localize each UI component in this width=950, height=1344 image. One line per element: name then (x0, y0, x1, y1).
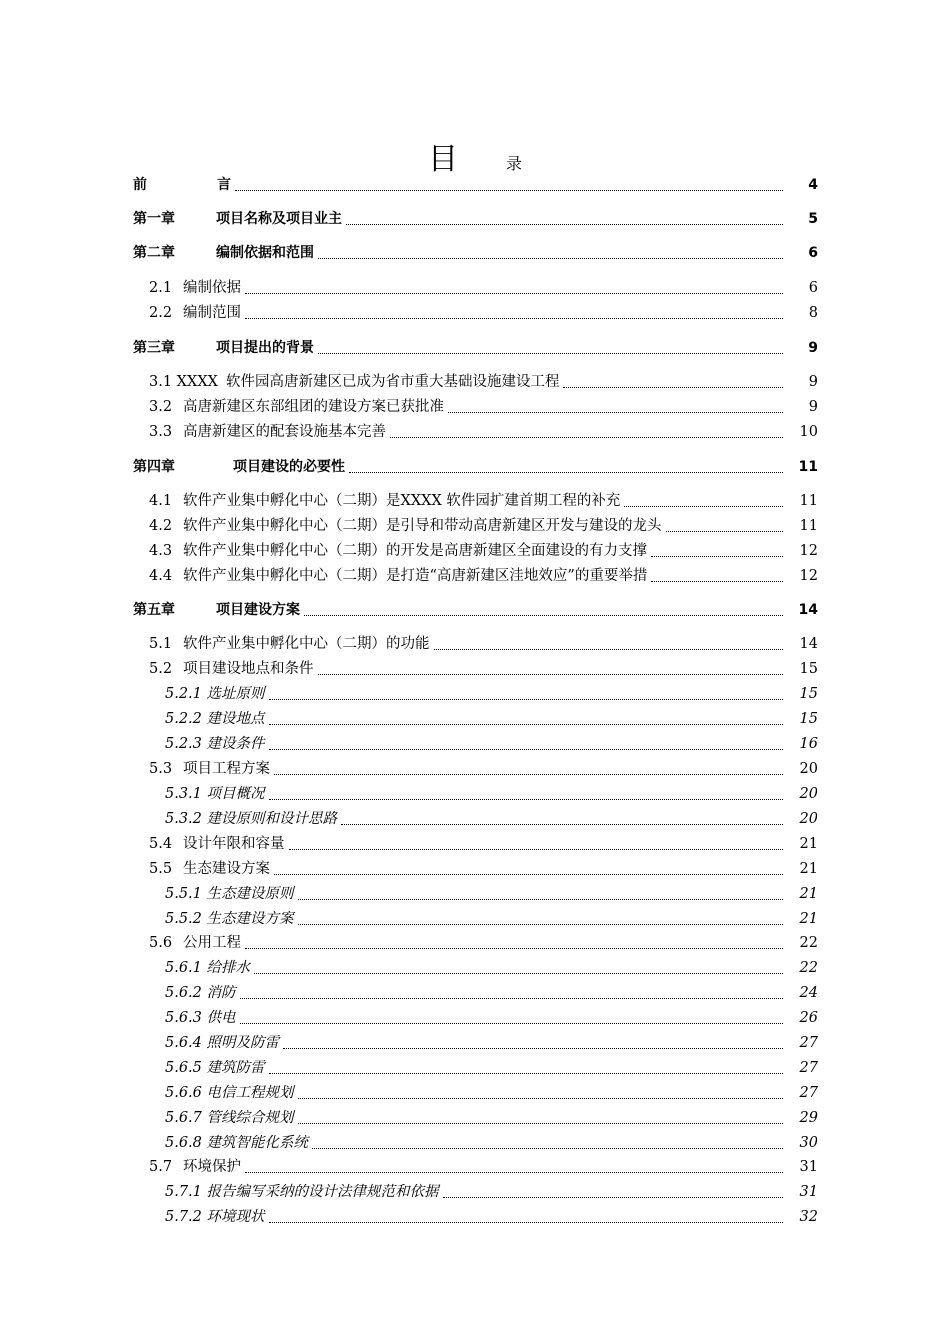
dot-leader (624, 506, 783, 507)
toc-entry-line (165, 783, 787, 805)
toc-section-number: 4.1 (149, 493, 173, 509)
dot-leader (269, 724, 783, 725)
toc-page-number: 30 (799, 1135, 818, 1151)
dot-leader (269, 1073, 783, 1074)
toc-entry[interactable] (0, 1132, 950, 1154)
toc-entry-line (133, 242, 787, 264)
toc-entry[interactable] (0, 1181, 950, 1203)
toc-entry-text: 5.3.1 项目概况 (165, 786, 265, 802)
toc-entry[interactable] (0, 908, 950, 930)
dot-leader (318, 353, 783, 354)
toc-entry[interactable] (0, 490, 950, 512)
dot-leader (269, 699, 783, 700)
toc-entry-line (165, 957, 787, 979)
toc-entry[interactable] (0, 174, 950, 196)
dot-leader (269, 749, 783, 750)
dot-leader (240, 1023, 783, 1024)
toc-entry[interactable] (0, 982, 950, 1004)
toc-section-number: 2.1 (149, 280, 173, 296)
toc-entry-line (149, 540, 787, 562)
toc-page-number: 14 (798, 602, 818, 618)
dot-leader (274, 874, 783, 875)
toc-entry-text: 编制范围 (183, 305, 241, 321)
toc-section-number: 5.5 (149, 861, 173, 877)
toc-entry[interactable] (0, 1107, 950, 1129)
toc-chapter-number: 第五章 (133, 602, 175, 618)
toc-section-number: 4.3 (149, 543, 173, 559)
toc-section-number: 5.4 (149, 836, 173, 852)
dot-leader (235, 190, 783, 191)
toc-page-number: 27 (799, 1085, 818, 1101)
toc-page-number: 27 (799, 1060, 818, 1076)
toc-entry-text: 5.2.1 选址原则 (165, 686, 265, 702)
toc-entry[interactable] (0, 932, 950, 954)
toc-entry-line (149, 515, 787, 537)
toc-page-number: 20 (799, 761, 818, 777)
toc-page-number: 20 (799, 811, 818, 827)
toc-page-number: 6 (808, 280, 818, 296)
toc-entry[interactable] (0, 708, 950, 730)
toc-entry-text: 软件产业集中孵化中心（二期）的开发是高唐新建区全面建设的有力支撑 (183, 543, 647, 559)
toc-page-number: 9 (808, 340, 818, 356)
toc-entry-line (165, 1107, 787, 1129)
dot-leader (312, 1148, 783, 1149)
toc-entry-line (133, 456, 787, 478)
toc-entry-line (133, 337, 787, 359)
dot-leader (651, 581, 783, 582)
toc-section-number: 4.2 (149, 518, 173, 534)
toc-chapter-number: 第一章 (133, 211, 175, 227)
toc-section-number: 5.2 (149, 661, 173, 677)
toc-entry[interactable] (0, 208, 950, 230)
dot-leader (318, 258, 783, 259)
toc-entry-line (149, 277, 787, 299)
toc-entry-text: 5.2.3 建设条件 (165, 736, 265, 752)
toc-page-number: 21 (799, 886, 818, 902)
toc-page-number: 21 (799, 861, 818, 877)
toc-entry-text: 5.6.5 建筑防雷 (165, 1060, 265, 1076)
toc-chapter-number: 前 (133, 177, 147, 193)
toc-entry-line (165, 808, 787, 830)
toc-entry-text: 5.6.1 给排水 (165, 960, 251, 976)
toc-page-number: 20 (799, 786, 818, 802)
toc-page-number: 31 (799, 1184, 818, 1200)
toc-entry-line (165, 683, 787, 705)
toc-entry-text: 5.3.2 建设原则和设计思路 (165, 811, 338, 827)
toc-page-number: 22 (799, 935, 818, 951)
toc-entry-text: 项目名称及项目业主 (216, 211, 342, 227)
toc-page-number: 31 (799, 1159, 818, 1175)
dot-leader (274, 774, 783, 775)
dot-leader (269, 1222, 783, 1223)
toc-entry[interactable] (0, 421, 950, 443)
toc-entry-line (165, 1181, 787, 1203)
toc-section-number: 5.6 (149, 935, 173, 951)
toc-entry-line (149, 396, 787, 418)
toc-entry-text: 项目工程方案 (183, 761, 270, 777)
dot-leader (448, 412, 783, 413)
dot-leader (298, 899, 783, 900)
toc-page-number: 9 (808, 374, 818, 390)
toc-entry[interactable] (0, 277, 950, 299)
dot-leader (666, 531, 784, 532)
toc-entry-text: 编制依据和范围 (216, 245, 314, 261)
toc-entry-line (165, 1057, 787, 1079)
toc-entry[interactable] (0, 883, 950, 905)
toc-entry[interactable] (0, 1057, 950, 1079)
toc-entry[interactable] (0, 396, 950, 418)
toc-entry[interactable] (0, 957, 950, 979)
toc-section-number: 5.1 (149, 636, 173, 652)
dot-leader (341, 824, 783, 825)
toc-page-number: 11 (798, 459, 818, 475)
toc-entry-text: 环境保护 (183, 1159, 241, 1175)
dot-leader (346, 224, 783, 225)
toc-section-number: 4.4 (149, 568, 173, 584)
toc-entry-text: 软件产业集中孵化中心（二期）是XXXX 软件园扩建首期工程的补充 (183, 493, 621, 509)
toc-page-number: 21 (799, 911, 818, 927)
toc-entry[interactable] (0, 1206, 950, 1228)
toc-entry-line (133, 174, 787, 196)
toc-entry-line (165, 908, 787, 930)
toc-entry-text: 高唐新建区的配套设施基本完善 (183, 424, 386, 440)
toc-entry-line (165, 883, 787, 905)
dot-leader (245, 293, 783, 294)
toc-section-number: 5.3 (149, 761, 173, 777)
toc-page-number: 12 (799, 543, 818, 559)
toc-entry-line (149, 371, 787, 393)
toc-entry-text: 软件产业集中孵化中心（二期）是打造“高唐新建区洼地效应”的重要举措 (183, 568, 648, 584)
toc-entry-line (149, 932, 787, 954)
toc-entry-line (165, 982, 787, 1004)
dot-leader (283, 1048, 783, 1049)
toc-entry[interactable] (0, 599, 950, 621)
toc-page-number: 8 (808, 305, 818, 321)
toc-entry[interactable] (0, 337, 950, 359)
toc-entry-text: 5.6.7 管线综合规划 (165, 1110, 294, 1126)
toc-entry-text: 5.2.2 建设地点 (165, 711, 265, 727)
toc-page-number: 15 (799, 661, 818, 677)
toc-title-sub: 录 (505, 154, 522, 173)
toc-entry-text: 5.6.2 消防 (165, 985, 236, 1001)
toc-entry-line (165, 1032, 787, 1054)
toc-entry[interactable] (0, 1082, 950, 1104)
toc-entry-line (165, 1206, 787, 1228)
toc-entry-text: 5.7.2 环境现状 (165, 1209, 265, 1225)
toc-page-number: 22 (799, 960, 818, 976)
toc-entry-text: 设计年限和容量 (183, 836, 285, 852)
toc-entry[interactable] (0, 540, 950, 562)
dot-leader (434, 649, 784, 650)
toc-entry-line (149, 1156, 787, 1178)
toc-page-number: 14 (799, 636, 818, 652)
toc-chapter-number: 第三章 (133, 340, 175, 356)
toc-entry-line (133, 599, 787, 621)
toc-page-number: 12 (799, 568, 818, 584)
toc-section-number: 2.2 (149, 305, 173, 321)
toc-entry-text: 5.5.1 生态建设原则 (165, 886, 294, 902)
toc-entry-line (149, 758, 787, 780)
toc-page-number: 6 (808, 245, 818, 261)
toc-entry[interactable] (0, 371, 950, 393)
toc-entry[interactable] (0, 833, 950, 855)
toc-page-number: 10 (799, 424, 818, 440)
toc-entry-text: 5.5.2 生态建设方案 (165, 911, 294, 927)
toc-page-number: 21 (799, 836, 818, 852)
toc-page-number: 27 (799, 1035, 818, 1051)
toc-page-number: 11 (799, 493, 818, 509)
toc-page-number: 24 (799, 985, 818, 1001)
dot-leader (245, 318, 783, 319)
toc-entry-text: 5.6.3 供电 (165, 1010, 236, 1026)
toc-page-number: 15 (799, 686, 818, 702)
toc-entry-line (149, 565, 787, 587)
toc-entry-text: 软件产业集中孵化中心（二期）的功能 (183, 636, 430, 652)
toc-chapter-number: 第四章 (133, 459, 175, 475)
toc-entry[interactable] (0, 658, 950, 680)
toc-page-number: 4 (808, 177, 818, 193)
toc-entry-text: 5.6.4 照明及防雷 (165, 1035, 280, 1051)
toc-entry[interactable] (0, 1007, 950, 1029)
dot-leader (318, 674, 784, 675)
toc-entry-line (149, 421, 787, 443)
toc-entry-text: 项目提出的背景 (216, 340, 314, 356)
toc-entry[interactable] (0, 633, 950, 655)
dot-leader (245, 948, 783, 949)
toc-page-number: 5 (808, 211, 818, 227)
toc-entry-line (165, 1132, 787, 1154)
toc-entry-text: 言 (217, 177, 231, 193)
toc-entry-line (149, 658, 787, 680)
toc-entry-text: 软件园高唐新建区已成为省市重大基础设施建设工程 (225, 374, 560, 390)
toc-entry-text: 公用工程 (183, 935, 241, 951)
toc-entry[interactable] (0, 783, 950, 805)
toc-entry-line (149, 858, 787, 880)
toc-page-number: 16 (799, 736, 818, 752)
dot-leader (269, 799, 783, 800)
toc-entry-line (165, 1082, 787, 1104)
toc-title-main: 目 (427, 142, 458, 177)
toc-page-number: 32 (799, 1209, 818, 1225)
dot-leader (390, 437, 783, 438)
dot-leader (349, 472, 783, 473)
toc-entry-line (165, 1007, 787, 1029)
toc-page-number: 9 (808, 399, 818, 415)
toc-page-number: 29 (799, 1110, 818, 1126)
toc-entry[interactable] (0, 758, 950, 780)
toc-entry-text: 5.7.1 报告编写采纳的设计法律规范和依据 (165, 1184, 439, 1200)
toc-chapter-number: 第二章 (133, 245, 175, 261)
dot-leader (298, 1123, 783, 1124)
toc-entry[interactable] (0, 683, 950, 705)
toc-entry[interactable] (0, 515, 950, 537)
toc-entry-text: 项目建设的必要性 (233, 459, 345, 475)
toc-entry[interactable] (0, 242, 950, 264)
toc-section-number: 3.1 XXXX (149, 374, 218, 390)
toc-page-number: 11 (799, 518, 818, 534)
toc-entry[interactable] (0, 1156, 950, 1178)
toc-entry-line (149, 633, 787, 655)
dot-leader (651, 556, 783, 557)
dot-leader (563, 387, 783, 388)
toc-entry[interactable] (0, 808, 950, 830)
toc-entry[interactable] (0, 1032, 950, 1054)
dot-leader (240, 998, 783, 999)
toc-section-number: 3.3 (149, 424, 173, 440)
toc-entry-line (149, 833, 787, 855)
toc-section-number: 5.7 (149, 1159, 173, 1175)
toc-entry-line (165, 733, 787, 755)
dot-leader (254, 973, 783, 974)
toc-entry-text: 项目建设方案 (216, 602, 300, 618)
toc-page-number: 26 (799, 1010, 818, 1026)
toc-entry-line (149, 302, 787, 324)
toc-entry-text: 5.6.8 建筑智能化系统 (165, 1135, 309, 1151)
toc-entry-line (149, 490, 787, 512)
toc-entry-text: 生态建设方案 (183, 861, 270, 877)
dot-leader (298, 1098, 783, 1099)
dot-leader (304, 615, 783, 616)
toc-entry[interactable] (0, 858, 950, 880)
toc-entry-text: 高唐新建区东部组团的建设方案已获批准 (183, 399, 444, 415)
toc-entry-text: 软件产业集中孵化中心（二期）是引导和带动高唐新建区开发与建设的龙头 (183, 518, 662, 534)
dot-leader (443, 1197, 783, 1198)
toc-entry-text: 项目建设地点和条件 (183, 661, 314, 677)
toc-entry[interactable] (0, 302, 950, 324)
toc-entry-text: 5.6.6 电信工程规划 (165, 1085, 294, 1101)
dot-leader (298, 924, 783, 925)
toc-entry[interactable] (0, 733, 950, 755)
toc-entry-text: 编制依据 (183, 280, 241, 296)
dot-leader (245, 1172, 783, 1173)
toc-entry[interactable] (0, 456, 950, 478)
toc-entry-line (165, 708, 787, 730)
toc-page-number: 15 (799, 711, 818, 727)
dot-leader (289, 849, 784, 850)
toc-section-number: 3.2 (149, 399, 173, 415)
toc-entry[interactable] (0, 565, 950, 587)
toc-entry-line (133, 208, 787, 230)
